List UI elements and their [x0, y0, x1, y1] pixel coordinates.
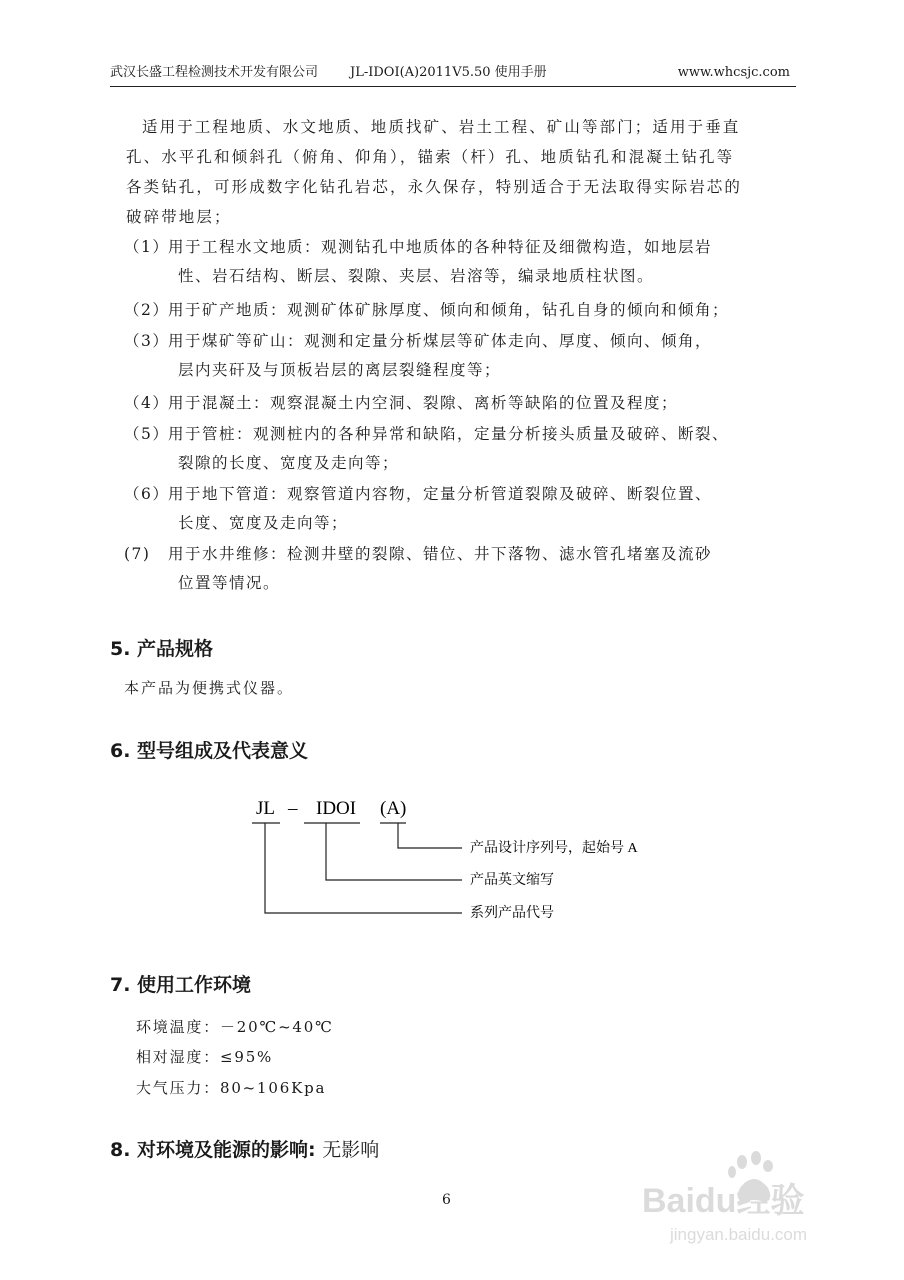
- model-part-a: (A): [380, 798, 407, 819]
- section-8-title: [110, 1137, 379, 1163]
- application-item-4: [124, 389, 804, 418]
- connector-a: [398, 823, 462, 848]
- item-number: (7): [124, 545, 151, 563]
- section-5-title: 5. 产品规格: [110, 638, 214, 660]
- application-item-3: [124, 327, 804, 385]
- model-number-diagram: [230, 790, 710, 930]
- model-part-jl: JL: [256, 798, 275, 819]
- item-number: （2）: [124, 301, 170, 319]
- item-line: 用于地下管道：观察管道内容物，定量分析管道裂隙及破碎、断裂位置、: [168, 485, 713, 503]
- item-number: （4）: [124, 394, 170, 412]
- section-8-label: 8. 对环境及能源的影响:: [110, 1139, 316, 1161]
- header-website: www.whcsjc.com: [677, 65, 790, 80]
- item-line: 用于混凝土：观察混凝土内空洞、裂隙、离析等缺陷的位置及程度；: [168, 394, 679, 412]
- application-item-7: [124, 540, 804, 598]
- env-humidity: 相对湿度：≤95%: [136, 1048, 274, 1066]
- application-item-5: [124, 420, 804, 478]
- item-line: 长度、宽度及走向等；: [178, 514, 349, 532]
- section-7-title: 7. 使用工作环境: [110, 974, 252, 996]
- model-part-idoi: IDOI: [316, 798, 357, 819]
- item-line: 性、岩石结构、断层、裂隙、夹层、岩溶等，编录地质柱状图。: [178, 267, 655, 285]
- application-item-2: [124, 296, 804, 325]
- baidu-jingyan-watermark: [640, 1140, 850, 1250]
- model-part-dash: –: [288, 798, 298, 819]
- item-line: 用于工程水文地质：观测钻孔中地质体的各种特征及细微构造，如地层岩: [168, 238, 713, 256]
- item-number: （5）: [124, 425, 170, 443]
- header-manual-title: JL-IDOI(A)2011V5.50 使用手册: [350, 65, 547, 80]
- section-6-title: 6. 型号组成及代表意义: [110, 740, 309, 762]
- item-number: （1）: [124, 238, 170, 256]
- env-temperature: 环境温度：－20℃~40℃: [136, 1018, 334, 1036]
- intro-line: 适用于工程地质、水文地质、地质找矿、岩土工程、矿山等部门；适用于垂直: [142, 118, 741, 136]
- label-series-code: 系列产品代号: [470, 906, 554, 921]
- application-item-1: [124, 233, 804, 291]
- intro-line: 各类钻孔，可形成数字化钻孔岩芯，永久保存，特别适合于无法取得实际岩芯的: [126, 178, 743, 196]
- item-line: 用于矿产地质：观测矿体矿脉厚度、倾向和倾角，钻孔自身的倾向和倾角；: [168, 301, 730, 319]
- env-pressure: 大气压力：80~106Kpa: [136, 1079, 327, 1097]
- watermark-url: jingyan.baidu.com: [670, 1225, 808, 1244]
- connector-idoi: [326, 823, 462, 880]
- section-5-text: 本产品为便携式仪器。: [124, 679, 295, 697]
- item-line: 用于管桩：观测桩内的各种异常和缺陷，定量分析接头质量及破碎、断裂、: [168, 425, 730, 443]
- application-item-6: [124, 480, 804, 538]
- watermark-brand: Baidu经验: [642, 1182, 805, 1220]
- item-number: （6）: [124, 485, 170, 503]
- intro-paragraph: [126, 112, 806, 232]
- section-8-value: 无影响: [322, 1139, 380, 1161]
- header-company: 武汉长盛工程检测技术开发有限公司: [110, 65, 319, 80]
- label-serial-number: 产品设计序列号，起始号 A: [470, 841, 638, 856]
- page-header: [110, 64, 796, 87]
- intro-line: 孔、水平孔和倾斜孔（俯角、仰角），锚索（杆）孔、地质钻孔和混凝土钻孔等: [126, 148, 735, 166]
- intro-line: 破碎带地层；: [126, 208, 232, 226]
- connector-jl: [265, 823, 462, 913]
- label-english-abbr: 产品英文缩写: [470, 873, 554, 888]
- page-number: 6: [442, 1192, 451, 1208]
- item-line: 位置等情况。: [178, 574, 281, 592]
- item-line: 裂隙的长度、宽度及走向等；: [178, 454, 400, 472]
- item-line: 用于水井维修：检测井壁的裂隙、错位、井下落物、滤水管孔堵塞及流砂: [168, 545, 713, 563]
- item-line: 用于煤矿等矿山：观测和定量分析煤层等矿体走向、厚度、倾向、倾角，: [168, 332, 713, 350]
- item-line: 层内夹矸及与顶板岩层的离层裂缝程度等；: [178, 361, 502, 379]
- item-number: （3）: [124, 332, 170, 350]
